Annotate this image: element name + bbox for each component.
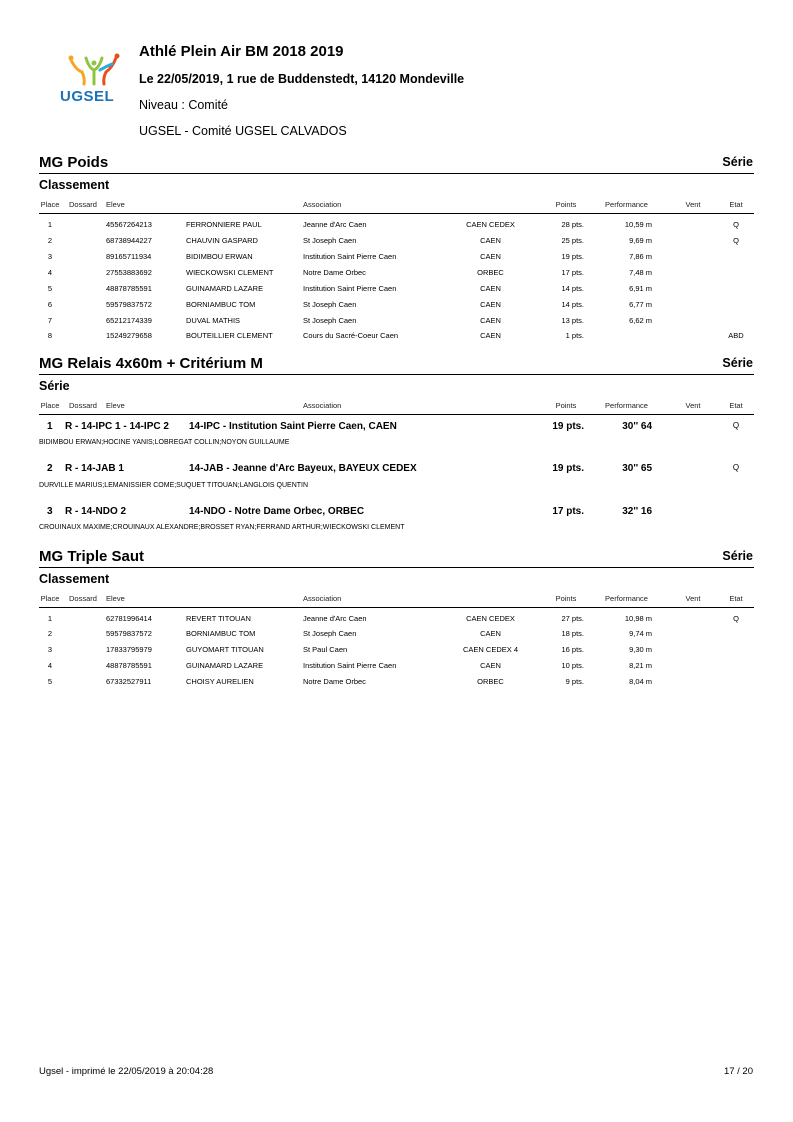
relay-performance: 30'' 64 bbox=[622, 421, 652, 432]
table-header bbox=[39, 200, 754, 212]
relay-place: 2 bbox=[47, 463, 53, 474]
row-performance: 8,21 m bbox=[629, 661, 652, 670]
row-name: REVERT TITOUAN bbox=[186, 614, 251, 623]
section-serie-label: Série bbox=[722, 356, 753, 370]
row-place: 5 bbox=[47, 284, 53, 293]
relay-team: R - 14-NDO 2 bbox=[65, 506, 127, 517]
row-association: Jeanne d'Arc Caen bbox=[303, 220, 367, 229]
row-city: CAEN bbox=[480, 629, 501, 638]
col-points: Points bbox=[555, 594, 577, 603]
row-id: 48878785591 bbox=[106, 284, 152, 293]
row-name: GUINAMARD LAZARE bbox=[186, 284, 264, 293]
row-points: 1 pts. bbox=[565, 331, 584, 340]
col-dossard: Dossard bbox=[69, 594, 97, 603]
col-vent: Vent bbox=[685, 200, 701, 209]
relay-place: 3 bbox=[47, 506, 53, 517]
col-place: Place bbox=[40, 401, 60, 410]
row-points: 25 pts. bbox=[561, 236, 584, 245]
row-city: CAEN bbox=[480, 316, 501, 325]
event-location: Le 22/05/2019, 1 rue de Buddenstedt, 14120 Mondeville bbox=[139, 72, 465, 86]
page-title: Athlé Plein Air BM 2018 2019 bbox=[139, 43, 344, 60]
row-id: 15249279658 bbox=[106, 331, 152, 340]
row-place: 6 bbox=[47, 300, 53, 309]
row-id: 17833795979 bbox=[106, 645, 152, 654]
row-name: BORNIAMBUC TOM bbox=[186, 629, 256, 638]
section-subtitle: Série bbox=[39, 379, 70, 393]
row-performance: 9,69 m bbox=[629, 236, 652, 245]
row-association: Cours du Sacré-Coeur Caen bbox=[303, 331, 399, 340]
col-eleve: Eleve bbox=[106, 200, 125, 209]
table-row bbox=[39, 236, 754, 248]
col-vent: Vent bbox=[685, 401, 701, 410]
col-place: Place bbox=[40, 200, 60, 209]
row-points: 10 pts. bbox=[561, 661, 584, 670]
section-divider bbox=[39, 374, 754, 375]
table-row bbox=[39, 252, 754, 264]
section-serie-label: Série bbox=[722, 155, 753, 169]
row-association: St Paul Caen bbox=[303, 645, 348, 654]
relay-row bbox=[39, 421, 754, 435]
row-place: 3 bbox=[47, 252, 53, 261]
relay-association: 14-JAB - Jeanne d'Arc Bayeux, BAYEUX CEDEX bbox=[189, 463, 417, 474]
table-row bbox=[39, 284, 754, 296]
row-id: 48878785591 bbox=[106, 661, 152, 670]
row-etat: ABD bbox=[728, 331, 744, 340]
section-title: MG Triple Saut bbox=[39, 548, 145, 565]
section-divider bbox=[39, 567, 754, 568]
row-name: BORNIAMBUC TOM bbox=[186, 300, 256, 309]
row-city: ORBEC bbox=[477, 677, 504, 686]
row-place: 4 bbox=[47, 268, 53, 277]
row-city: CAEN bbox=[480, 236, 501, 245]
row-place: 1 bbox=[47, 220, 53, 229]
row-points: 14 pts. bbox=[561, 300, 584, 309]
row-name: WIECKOWSKI CLEMENT bbox=[186, 268, 274, 277]
col-eleve: Eleve bbox=[106, 594, 125, 603]
relay-team: R - 14-JAB 1 bbox=[65, 463, 124, 474]
relay-team: R - 14-IPC 1 - 14-IPC 2 bbox=[65, 421, 169, 432]
relay-row bbox=[39, 463, 754, 477]
row-points: 27 pts. bbox=[561, 614, 584, 623]
row-place: 4 bbox=[47, 661, 53, 670]
table-row bbox=[39, 661, 754, 673]
section-title: MG Relais 4x60m + Critérium M bbox=[39, 355, 263, 372]
row-points: 18 pts. bbox=[561, 629, 584, 638]
row-etat: Q bbox=[733, 236, 739, 245]
relay-points: 19 pts. bbox=[552, 463, 584, 474]
col-association: Association bbox=[303, 594, 342, 603]
row-place: 3 bbox=[47, 645, 53, 654]
row-association: St Joseph Caen bbox=[303, 316, 357, 325]
row-association: St Joseph Caen bbox=[303, 629, 357, 638]
row-association: Institution Saint Pierre Caen bbox=[303, 252, 397, 261]
row-association: Jeanne d'Arc Caen bbox=[303, 614, 367, 623]
page-number: 17 / 20 bbox=[723, 1066, 753, 1077]
col-performance: Performance bbox=[605, 401, 648, 410]
row-place: 5 bbox=[47, 677, 53, 686]
row-city: ORBEC bbox=[477, 268, 504, 277]
row-association: Notre Dame Orbec bbox=[303, 677, 366, 686]
relay-performance: 32'' 16 bbox=[622, 506, 652, 517]
row-etat: Q bbox=[733, 614, 739, 623]
row-points: 13 pts. bbox=[561, 316, 584, 325]
row-performance: 9,74 m bbox=[629, 629, 652, 638]
row-id: 65212174339 bbox=[106, 316, 152, 325]
section-title: MG Poids bbox=[39, 154, 109, 171]
table-row bbox=[39, 268, 754, 280]
row-place: 2 bbox=[47, 236, 53, 245]
row-place: 1 bbox=[47, 614, 53, 623]
relay-points: 17 pts. bbox=[552, 506, 584, 517]
row-performance: 6,62 m bbox=[629, 316, 652, 325]
row-place: 8 bbox=[47, 331, 53, 340]
row-performance: 7,48 m bbox=[629, 268, 652, 277]
row-name: BOUTEILLIER CLEMENT bbox=[186, 331, 273, 340]
table-row bbox=[39, 220, 754, 232]
col-association: Association bbox=[303, 401, 342, 410]
col-performance: Performance bbox=[605, 594, 648, 603]
col-vent: Vent bbox=[685, 594, 701, 603]
row-performance: 9,30 m bbox=[629, 645, 652, 654]
row-id: 62781996414 bbox=[106, 614, 152, 623]
row-name: GUINAMARD LAZARE bbox=[186, 661, 264, 670]
col-place: Place bbox=[40, 594, 60, 603]
row-association: St Joseph Caen bbox=[303, 236, 357, 245]
event-organizer: UGSEL - Comité UGSEL CALVADOS bbox=[139, 124, 347, 138]
row-association: Institution Saint Pierre Caen bbox=[303, 284, 397, 293]
section-subtitle: Classement bbox=[39, 572, 110, 586]
relay-association: 14-IPC - Institution Saint Pierre Caen, CAEN bbox=[189, 421, 397, 432]
relay-members: DURVILLE MARIUS;LEMANISSIER COME;SUQUET TITOUAN;LANGLOIS QUENTIN bbox=[39, 482, 309, 489]
row-points: 9 pts. bbox=[565, 677, 584, 686]
relay-performance: 30'' 65 bbox=[622, 463, 652, 474]
row-association: Notre Dame Orbec bbox=[303, 268, 366, 277]
logo-text: UGSEL bbox=[60, 88, 115, 105]
event-level: Niveau : Comité bbox=[139, 98, 228, 112]
row-city: CAEN bbox=[480, 284, 501, 293]
col-etat: Etat bbox=[729, 200, 743, 209]
row-id: 27553883692 bbox=[106, 268, 152, 277]
footer-printed: Ugsel - imprimé le 22/05/2019 à 20:04:28 bbox=[39, 1066, 214, 1077]
col-points: Points bbox=[555, 401, 577, 410]
row-id: 59579837572 bbox=[106, 629, 152, 638]
row-performance: 10,98 m bbox=[624, 614, 652, 623]
row-id: 89165711934 bbox=[106, 252, 152, 261]
table-row bbox=[39, 331, 754, 343]
row-performance: 8,04 m bbox=[629, 677, 652, 686]
col-dossard: Dossard bbox=[69, 401, 97, 410]
row-id: 45567264213 bbox=[106, 220, 152, 229]
row-association: St Joseph Caen bbox=[303, 300, 357, 309]
row-association: Institution Saint Pierre Caen bbox=[303, 661, 397, 670]
col-etat: Etat bbox=[729, 594, 743, 603]
row-points: 28 pts. bbox=[561, 220, 584, 229]
row-city: CAEN bbox=[480, 252, 501, 261]
row-city: CAEN CEDEX 4 bbox=[462, 645, 519, 654]
row-id: 59579837572 bbox=[106, 300, 152, 309]
col-performance: Performance bbox=[605, 200, 648, 209]
relay-place: 1 bbox=[47, 421, 53, 432]
table-row bbox=[39, 300, 754, 312]
row-id: 68738944227 bbox=[106, 236, 152, 245]
row-name: FERRONNIERE PAUL bbox=[186, 220, 262, 229]
row-name: DUVAL MATHIS bbox=[186, 316, 241, 325]
row-points: 16 pts. bbox=[561, 645, 584, 654]
table-header bbox=[39, 401, 754, 413]
col-eleve: Eleve bbox=[106, 401, 125, 410]
row-performance: 10,59 m bbox=[624, 220, 652, 229]
relay-members: CROUINAUX MAXIME;CROUINAUX ALEXANDRE;BROSSET RYAN;FERRAND ARTHUR;WIECKOWSKI CLEMENT bbox=[39, 524, 405, 531]
table-row bbox=[39, 645, 754, 657]
col-dossard: Dossard bbox=[69, 200, 97, 209]
table-row bbox=[39, 614, 754, 626]
row-performance: 6,77 m bbox=[629, 300, 652, 309]
section-divider bbox=[39, 173, 754, 174]
row-city: CAEN bbox=[480, 661, 501, 670]
row-points: 19 pts. bbox=[561, 252, 584, 261]
table-header-divider bbox=[39, 607, 754, 608]
row-name: CHAUVIN GASPARD bbox=[186, 236, 258, 245]
row-name: GUYOMART TITOUAN bbox=[186, 645, 264, 654]
section-serie-label: Série bbox=[722, 549, 753, 563]
row-points: 14 pts. bbox=[561, 284, 584, 293]
table-row bbox=[39, 677, 754, 689]
relay-members: BIDIMBOU ERWAN;HOCINE YANIS;LOBREGAT COLLIN;NOYON GUILLAUME bbox=[39, 439, 290, 446]
row-performance: 6,91 m bbox=[629, 284, 652, 293]
col-etat: Etat bbox=[729, 401, 743, 410]
relay-etat: Q bbox=[732, 463, 740, 472]
relay-points: 19 pts. bbox=[552, 421, 584, 432]
relay-row bbox=[39, 506, 754, 520]
row-city: CAEN bbox=[480, 331, 501, 340]
table-row bbox=[39, 316, 754, 328]
relay-etat: Q bbox=[732, 421, 740, 430]
row-points: 17 pts. bbox=[561, 268, 584, 277]
row-city: CAEN bbox=[480, 300, 501, 309]
col-points: Points bbox=[555, 200, 577, 209]
row-name: CHOISY AURELIEN bbox=[186, 677, 254, 686]
section-subtitle: Classement bbox=[39, 178, 110, 192]
table-header-divider bbox=[39, 414, 754, 415]
row-city: CAEN CEDEX bbox=[466, 614, 515, 623]
row-place: 7 bbox=[47, 316, 53, 325]
relay-association: 14-NDO - Notre Dame Orbec, ORBEC bbox=[189, 506, 365, 517]
row-performance: 7,86 m bbox=[629, 252, 652, 261]
row-name: BIDIMBOU ERWAN bbox=[186, 252, 253, 261]
table-header bbox=[39, 594, 754, 606]
row-city: CAEN CEDEX bbox=[466, 220, 515, 229]
col-association: Association bbox=[303, 200, 342, 209]
row-id: 67332527911 bbox=[106, 677, 152, 686]
row-place: 2 bbox=[47, 629, 53, 638]
table-row bbox=[39, 629, 754, 641]
row-etat: Q bbox=[733, 220, 739, 229]
table-header-divider bbox=[39, 213, 754, 214]
